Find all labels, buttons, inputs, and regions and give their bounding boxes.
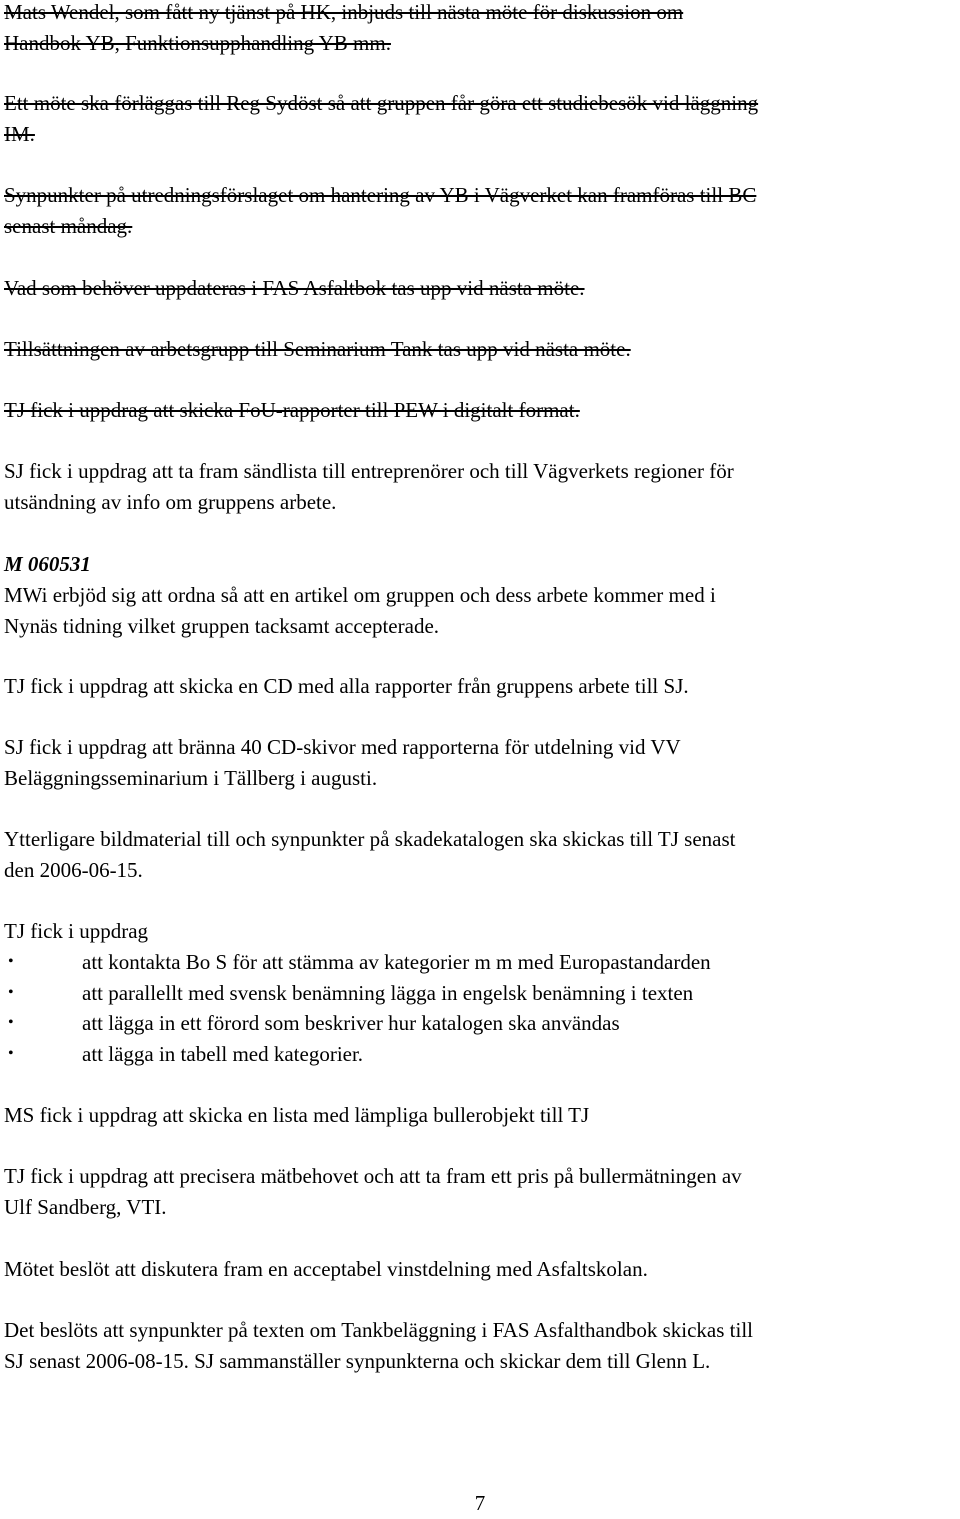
text-line: IM.	[4, 122, 35, 146]
text-line: MWi erbjöd sig att ordna så att en artikel om gruppen och dess arbete kommer med i	[4, 583, 716, 607]
tj-uppdrag-list	[4, 947, 958, 1069]
text-line: Ett möte ska förläggas till Reg Sydöst så att gruppen får göra ett studiebesök vid läggning	[4, 91, 759, 115]
text-line: TJ fick i uppdrag att skicka FoU-rapporter till PEW i digitalt format.	[4, 398, 580, 422]
list-item-text: att kontakta Bo S för att stämma av kategorier m m med Europastandarden	[82, 950, 711, 974]
struck-item-reg-sydost	[4, 88, 958, 150]
text-line: Det beslöts att synpunkter på texten om Tankbeläggning i FAS Asfalthandbok skickas till	[4, 1318, 753, 1342]
struck-item-mats-wendel	[4, 0, 958, 59]
text-line: SJ fick i uppdrag att ta fram sändlista till entreprenörer och till Vägverkets regioner för	[4, 459, 734, 483]
bullet-icon: •	[8, 983, 14, 1001]
item-mwi-artikel	[4, 580, 958, 642]
item-sj-sandlista	[4, 456, 958, 518]
page-number: 7	[474, 1491, 486, 1515]
item-tj-cd	[4, 671, 958, 702]
struck-item-fou-rapporter	[4, 395, 958, 426]
item-vinstdelning	[4, 1254, 958, 1285]
struck-item-seminarium-tank	[4, 334, 958, 365]
item-tj-matbehov	[4, 1161, 958, 1223]
text-line: Ulf Sandberg, VTI.	[4, 1195, 167, 1219]
item-bildmaterial	[4, 824, 958, 886]
text-line: TJ fick i uppdrag att skicka en CD med alla rapporter från gruppens arbete till SJ.	[4, 674, 689, 698]
struck-item-fas-asfaltbok	[4, 273, 958, 304]
meeting-heading: M 060531	[4, 552, 91, 576]
bullet-icon: •	[8, 1014, 14, 1031]
struck-item-synpunkter	[4, 180, 958, 242]
text-line: Mats Wendel, som fått ny tjänst på HK, inbjuds till nästa möte för diskussion om	[4, 0, 684, 24]
text-line: MS fick i uppdrag att skicka en lista med lämpliga bullerobjekt till TJ	[4, 1103, 590, 1127]
text-line: Tillsättningen av arbetsgrupp till Seminarium Tank tas upp vid nästa möte.	[4, 337, 631, 361]
list-item	[4, 1039, 958, 1070]
text-line: utsändning av info om gruppens arbete.	[4, 490, 337, 514]
text-line: Mötet beslöt att diskutera fram en acceptabel vinstdelning med Asfaltskolan.	[4, 1257, 648, 1281]
item-tj-uppdrag-intro: TJ fick i uppdrag	[4, 919, 149, 943]
list-item-text: att lägga in tabell med kategorier.	[82, 1041, 364, 1066]
text-line: Synpunkter på utredningsförslaget om hantering av YB i Vägverket kan framföras till BC	[4, 183, 757, 207]
list-item-text: att parallellt med svensk benämning lägga in engelsk benämning i texten	[82, 980, 694, 1005]
text-line: Nynäs tidning vilket gruppen tacksamt accepterade.	[4, 614, 440, 638]
list-item	[4, 978, 958, 1009]
item-tankbelaggning	[4, 1315, 958, 1377]
text-line: Ytterligare bildmaterial till och synpunkter på skadekatalogen ska skickas till TJ senast	[4, 827, 736, 851]
item-ms-buller	[4, 1100, 958, 1131]
text-line: SJ fick i uppdrag att bränna 40 CD-skivor med rapporterna för utdelning vid VV	[4, 735, 681, 759]
text-line: Handbok YB, Funktionsupphandling YB mm.	[4, 31, 391, 55]
bullet-icon: •	[8, 1044, 14, 1062]
text-line: Vad som behöver uppdateras i FAS Asfaltbok tas upp vid nästa möte.	[4, 276, 585, 300]
bullet-icon: •	[8, 953, 14, 970]
item-sj-cd	[4, 732, 958, 794]
text-line: Beläggningsseminarium i Tällberg i augusti.	[4, 766, 378, 790]
list-item	[4, 947, 958, 978]
list-item-text: att lägga in ett förord som beskriver hur katalogen ska användas	[82, 1011, 620, 1035]
text-line: SJ senast 2006-08-15. SJ sammanställer synpunkterna och skickar dem till Glenn L.	[4, 1349, 711, 1373]
text-line: TJ fick i uppdrag att precisera mätbehovet och att ta fram ett pris på bullermätningen av	[4, 1164, 742, 1188]
text-line: senast måndag.	[4, 214, 133, 238]
text-line: den 2006-06-15.	[4, 858, 143, 882]
list-item	[4, 1008, 958, 1039]
